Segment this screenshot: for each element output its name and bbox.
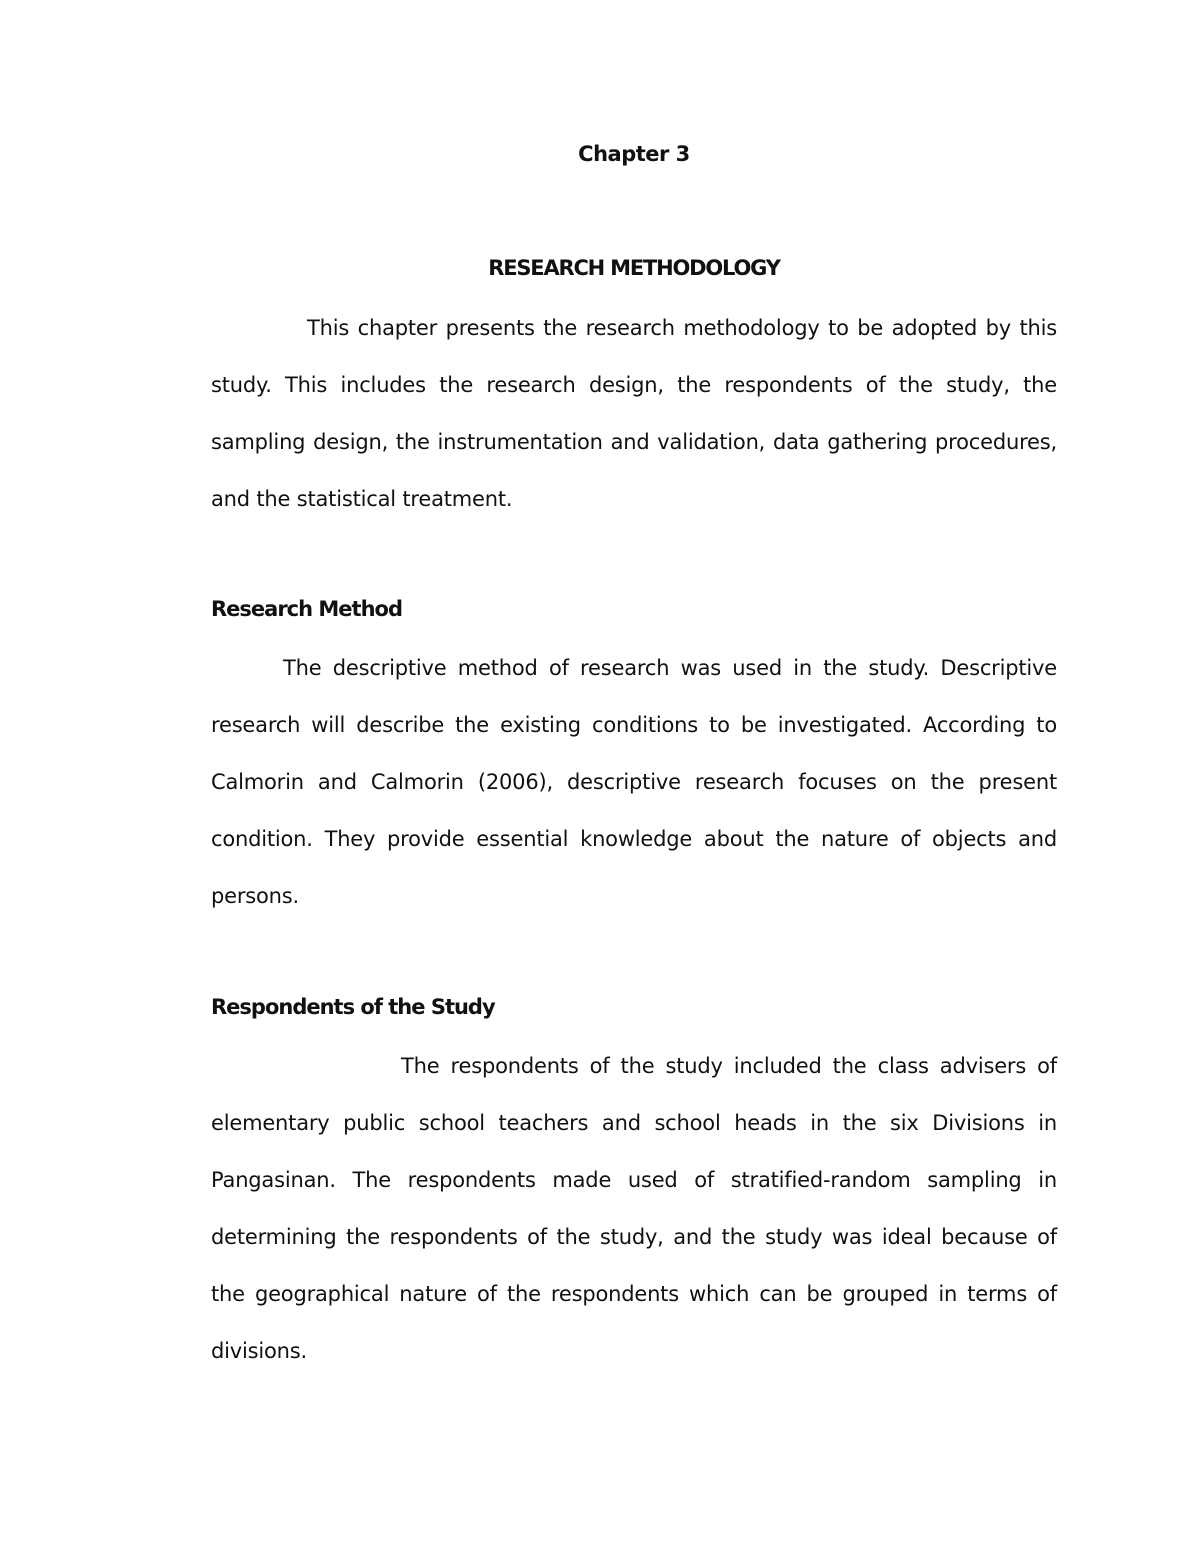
chapter-title: RESEARCH METHODOLOGY (488, 256, 780, 280)
section-heading-research-method: Research Method (211, 597, 402, 621)
section-heading-respondents: Respondents of the Study (211, 995, 495, 1019)
chapter-number: Chapter 3 (578, 142, 690, 166)
research-method-paragraph: The descriptive method of research was used in the study. Descriptive research will describe the existing conditions to be investigated. According to Calmorin and Calmorin (2006), descriptive research focuses on the present condition. They provide essential knowledge about the nature of objects and persons. (211, 656, 1057, 908)
respondents-paragraph: The respondents of the study included the class advisers of elementary public school teachers and school heads in the six Divisions in Pangasinan. The respondents made used of stratified-random sampling in determining the respondents of the study, and the study was ideal because of the geographical nature of the respondents which can be grouped in terms of divisions. (211, 1054, 1057, 1363)
intro-paragraph: This chapter presents the research methodology to be adopted by this study. This includes the research design, the respondents of the study, the sampling design, the instrumentation and validation, data gathering procedures, and the statistical treatment. (211, 316, 1057, 511)
